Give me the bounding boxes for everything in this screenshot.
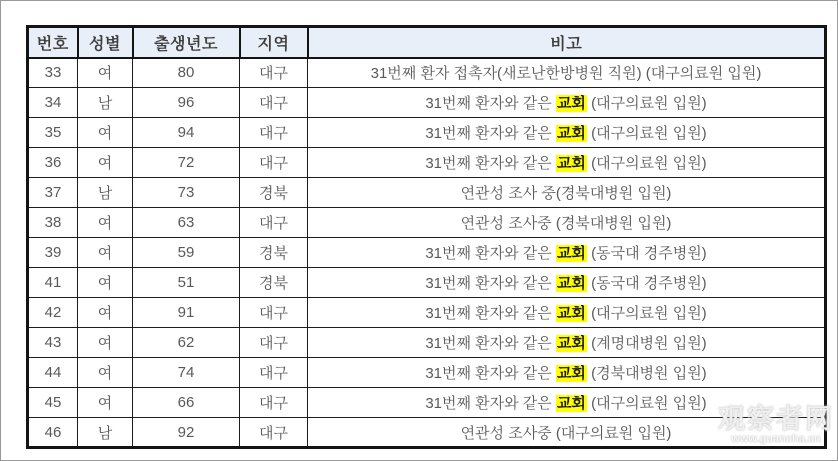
- remark-post: (대구의료원 입원): [586, 155, 707, 172]
- cell-gender: 여: [78, 328, 133, 358]
- remark-pre: 31번째 환자와 같은: [425, 155, 556, 172]
- remark-pre: 31번째 환자와 같은: [425, 395, 556, 412]
- column-header-gender: 성별: [78, 27, 133, 58]
- cell-remark: [308, 178, 826, 208]
- watermark-url: www.guancha.cn: [731, 433, 821, 446]
- cell-region: 대구: [240, 88, 308, 118]
- cell-region: 대구: [240, 148, 308, 178]
- remark-highlight: 교회: [556, 335, 586, 352]
- table-header: [28, 27, 826, 58]
- remark-pre: 연관성 조사 중(경북대병원 입원): [460, 185, 672, 202]
- remark-pre: 31번째 환자와 같은: [425, 95, 556, 112]
- cell-no: 36: [28, 148, 78, 178]
- watermark-logo-text: 观察者网: [718, 404, 834, 435]
- cell-no: 35: [28, 118, 78, 148]
- remark-post: (계명대병원 입원): [586, 335, 707, 352]
- remark-pre: 31번째 환자 접촉자(새로난한방병원 직원) (대구의료원 입원): [370, 65, 762, 83]
- cell-remark: [308, 418, 826, 448]
- cell-remark: [308, 118, 826, 148]
- cell-no: 45: [28, 388, 78, 418]
- cell-birth-year: 73: [133, 178, 240, 208]
- remark-pre: 31번째 환자와 같은: [425, 125, 556, 142]
- cell-gender: 여: [78, 298, 133, 328]
- cell-remark: [308, 298, 826, 328]
- cell-no: 42: [28, 298, 78, 328]
- cell-birth-year: 59: [133, 238, 240, 268]
- cell-birth-year: 80: [133, 58, 240, 88]
- cell-birth-year: 63: [133, 208, 240, 238]
- cell-birth-year: 96: [133, 88, 240, 118]
- cell-no: 43: [28, 328, 78, 358]
- cell-birth-year: 91: [133, 298, 240, 328]
- remark-highlight: 교회: [556, 305, 586, 322]
- cell-no: 46: [28, 418, 78, 448]
- column-header-birth-year: 출생년도: [133, 27, 240, 58]
- remark-post: (대구의료원 입원): [586, 95, 707, 112]
- cell-remark: [308, 88, 826, 118]
- cell-region: 대구: [240, 118, 308, 148]
- cell-gender: 여: [78, 58, 133, 88]
- remark-pre: 31번째 환자와 같은: [425, 335, 556, 352]
- cell-region: 대구: [240, 358, 308, 388]
- cell-birth-year: 92: [133, 418, 240, 448]
- remark-pre: 31번째 환자와 같은: [425, 275, 556, 292]
- cell-gender: 남: [78, 418, 133, 448]
- cell-region: 대구: [240, 208, 308, 238]
- cell-remark: [308, 148, 826, 178]
- cell-remark: [308, 238, 826, 268]
- cell-gender: 남: [78, 88, 133, 118]
- cell-remark: [308, 268, 826, 298]
- table-row: [28, 118, 826, 148]
- cell-remark: [308, 358, 826, 388]
- remark-pre: 31번째 환자와 같은: [425, 245, 556, 262]
- table-row: [28, 238, 826, 268]
- table-row: [28, 208, 826, 238]
- cell-birth-year: 66: [133, 388, 240, 418]
- remark-highlight: 교회: [556, 365, 586, 382]
- remark-post: (경북대병원 입원): [586, 365, 707, 382]
- remark-post: (대구의료원 입원): [586, 125, 707, 142]
- cell-no: 44: [28, 358, 78, 388]
- remark-pre: 연관성 조사중 (경북대병원 입원): [460, 215, 672, 232]
- cell-no: 41: [28, 268, 78, 298]
- cell-region: 대구: [240, 58, 308, 88]
- cell-gender: 여: [78, 268, 133, 298]
- cell-birth-year: 74: [133, 358, 240, 388]
- table-row: [28, 178, 826, 208]
- remark-highlight: 교회: [556, 125, 586, 142]
- cell-region: 대구: [240, 418, 308, 448]
- table-row: [28, 268, 826, 298]
- table-row: [28, 148, 826, 178]
- remark-highlight: 교회: [556, 155, 586, 172]
- table-row: [28, 298, 826, 328]
- cell-gender: 여: [78, 148, 133, 178]
- cell-gender: 여: [78, 208, 133, 238]
- remark-highlight: 교회: [556, 95, 586, 112]
- cell-remark: [308, 328, 826, 358]
- cell-region: 대구: [240, 388, 308, 418]
- cell-remark: [308, 208, 826, 238]
- cell-birth-year: 51: [133, 268, 240, 298]
- cell-no: 33: [28, 58, 78, 88]
- cell-region: 경북: [240, 268, 308, 298]
- cell-gender: 여: [78, 388, 133, 418]
- patient-table: [26, 25, 827, 449]
- table-body: [28, 58, 826, 448]
- remark-pre: 31번째 환자와 같은: [425, 365, 556, 382]
- remark-post: (동국대 경주병원): [586, 245, 707, 262]
- remark-pre: 31번째 환자와 같은: [425, 305, 556, 322]
- remark-post: (동국대 경주병원): [586, 275, 707, 292]
- cell-gender: 여: [78, 118, 133, 148]
- cell-birth-year: 94: [133, 118, 240, 148]
- table-row: [28, 328, 826, 358]
- remark-highlight: 교회: [556, 395, 586, 412]
- cell-gender: 여: [78, 358, 133, 388]
- cell-birth-year: 72: [133, 148, 240, 178]
- column-header-remarks: 비고: [308, 27, 826, 58]
- cell-remark: [308, 388, 826, 418]
- cell-no: 34: [28, 88, 78, 118]
- cell-no: 37: [28, 178, 78, 208]
- cell-region: 경북: [240, 178, 308, 208]
- cell-gender: 여: [78, 238, 133, 268]
- column-header-region: 지역: [240, 27, 308, 58]
- cell-no: 38: [28, 208, 78, 238]
- header-row: [28, 27, 826, 58]
- remark-highlight: 교회: [556, 275, 586, 292]
- cell-birth-year: 62: [133, 328, 240, 358]
- remark-post: (대구의료원 입원): [586, 395, 707, 412]
- cell-region: 대구: [240, 328, 308, 358]
- remark-post: (대구의료원 입원): [586, 305, 707, 322]
- table-row: [28, 358, 826, 388]
- cell-region: 경북: [240, 238, 308, 268]
- cell-gender: 남: [78, 178, 133, 208]
- table-row: [28, 88, 826, 118]
- table-row: [28, 388, 826, 418]
- remark-highlight: 교회: [556, 245, 586, 262]
- column-header-number: 번호: [28, 27, 78, 58]
- table-row: [28, 418, 826, 448]
- cell-no: 39: [28, 238, 78, 268]
- table-row: [28, 58, 826, 88]
- cell-region: 대구: [240, 298, 308, 328]
- cell-remark: [308, 58, 826, 88]
- remark-pre: 연관성 조사중 (대구의료원 입원): [460, 424, 672, 442]
